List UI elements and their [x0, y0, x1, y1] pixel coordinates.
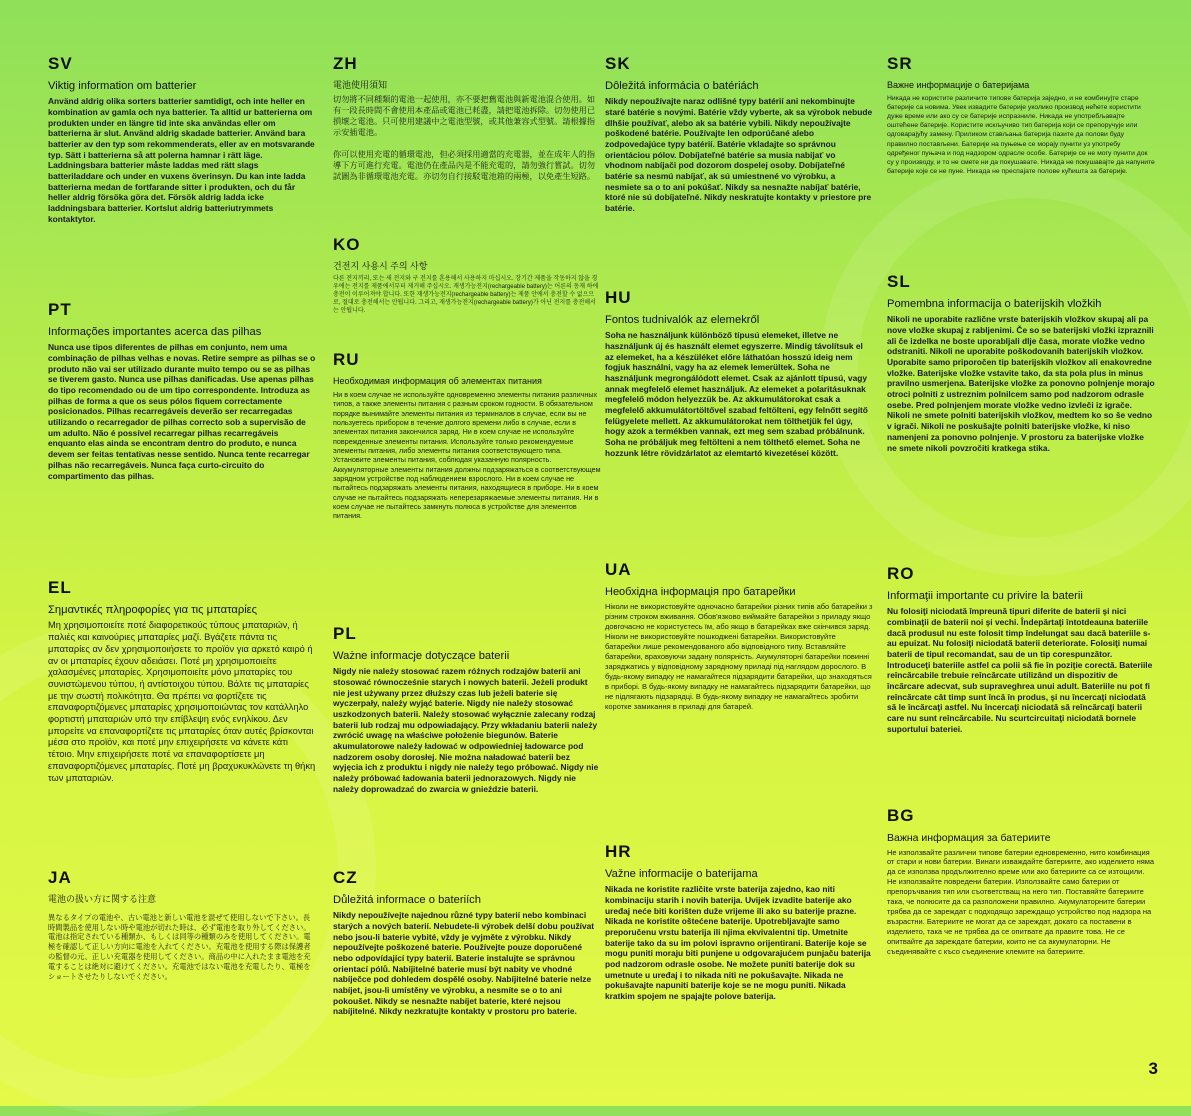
- section-title: 電池の扱い方に関する注意: [48, 894, 157, 904]
- page-number: 3: [1148, 1059, 1158, 1078]
- section-cz: [333, 868, 601, 1017]
- language-code: EL: [48, 578, 72, 597]
- section-hr: [605, 842, 873, 1002]
- section-body: Не използвайте различни типове батерии едновременно, нито комбинация от стари и нови батерии. Винаги изваждайте батериите, ако изделието няма да се използва продължително време или ако батериите са се изтощили. Не използвайте повредени батерии. Използвайте само батерии от препоръчвания тип или съответстващ на него тип. Поставяйте батериите така, че полюсите да са разположени правилно. Акумулаторните батерии трябва да се зареждат с подходящо зареждащо устройство под надзора на възрастни. Батериите не могат да се зареждат, докато са поставени в изделието, така че не трябва да се опитвате да правите това. Не се опитвайте да зареждате батерии, които не са акумулаторни. Не съединявайте с късо съединение клемите на батериите.: [887, 847, 1155, 956]
- section-body: 다른 전지끼리, 또는 새 전지와 구 전지를 혼용해서 사용하지 마십시오. 장기간 제품을 작동하지 않을 경우에는 전지를 제품에서부터 제거해 주십시오. 재생가능전지(rechargeable battery)는 어른의 동재 하에 충전이 이루어져야 합니다. 또한 재생가능전지(rechargeable battery)는 제품 안에서 충전할 수 없으므로, 절대로 충전해서는 안됩니다. 그리고, 재생가능전지(rechargeable battery)가 아닌 전지를 충전해서는 안됩니다.: [333, 275, 599, 315]
- section-title: Необхідна інформація про батарейки: [605, 586, 796, 598]
- section-title: 電池使用須知: [333, 80, 388, 90]
- language-code: CZ: [333, 868, 358, 887]
- language-code: SR: [887, 54, 913, 73]
- section-pl: [333, 624, 601, 795]
- section-title: Dôležitá informácia o batériách: [605, 80, 759, 92]
- section-title: Σημαντικές πληροφορίες για τις μπαταρίες: [48, 604, 258, 616]
- language-code: ZH: [333, 54, 358, 73]
- language-code: SV: [48, 54, 73, 73]
- section-pt: [48, 300, 316, 481]
- section-bg: [887, 806, 1155, 956]
- section-body: Nikada ne koristite različite vrste baterija zajedno, kao niti kombinaciju starih i novih baterija. Uvijek izvadite baterije ako uređaj neće biti korišten duže vrijeme ili ako su baterije prazne. Nikada ne koristite oštećene baterije. Upotrebljavajte samo preporučenu vrstu baterija ili njima ekvivalentni tip. Umetnite baterije tako da su im polovi ispravno orijentirani. Baterije koje se mogu puniti moraju biti punjene u odgovarajućem punjaču baterija pod nadzorom odrasle osobe. Ne možete puniti baterije dok su umetnute u uređaj i to nikada niti ne pokušavajte. Nikada ne pokušavajte napuniti baterije koje se ne mogu puniti. Nikada kratkim spojem ne spajajte polove baterija.: [605, 884, 871, 1002]
- section-title: Važne informacije o baterijama: [605, 868, 758, 880]
- section-title: Важне информације о батеријама: [887, 80, 1030, 90]
- section-title: Pomembna informacija o baterijskih vložkih: [887, 298, 1102, 310]
- section-body: Ніколи не використовуйте одночасно батарейки різних типів або батарейки з різним строком вживання. Обов'язково виймайте батарейки з приладу якщо довгочасно не користуєтесь їм, або якщо в батарейках вже скінчився заряд. Ніколи не використовуйте пошкоджені батарейки. Використовуйте батарейки лише рекомендованого або відповідного типу. Вставляйте батарейки, враховуючи задану полярність. Акумуляторні батарейки повинні заряджатись у відповідному зарядному приладі під наглядом дорослого. В будь-якому випадку не намагайтеся підзарядити батарейки, що знаходяться в приборі. В будь-якому випадку не намагайтесь підзарядити батарейки, що не підлягають підзарядці. В будь-якому випадку не намагайтесь зробити коротке замикання в приладі для батарей.: [605, 602, 873, 711]
- section-ua: [605, 560, 873, 712]
- language-code: PT: [48, 300, 72, 319]
- section-hu: [605, 288, 873, 459]
- section-body: Nigdy nie należy stosować razem różnych rodzajów baterii ani stosować równocześnie starych i nowych baterii. Jeżeli produkt nie jest używany przez dłuższy czas lub jeżeli baterie się wyczerpały, należy wyjąć baterie. Nigdy nie należy stosować uszkodzonych baterii. Należy stosować wyłącznie zalecany rodzaj baterii lub rodzaj mu odpowiadający. Przy wkładaniu baterii należy zwrócić uwagę na właściwe położenie biegunów. Baterie akumulatorowe należy ładować w odpowiedniej ładowarce pod nadzorem osoby dorosłej. Nie można naładować baterii bez wyjęcia ich z produktu i nigdy nie należy tego próbować. Nigdy nie należy próbować ładowania baterii jednorazowych. Nigdy nie należy doprowadzać do zwarcia w gnieździe baterii.: [333, 666, 599, 794]
- section-body: 切勿將不同種類的電池一起使用，亦不要把舊電池與新電池混合使用。如有一段長時間不會使用本產品或電池已耗盡，請把電池拆除。切勿使用已損壞之電池。只可使用建議中之電池型號，或其他兼容式型號。請根據指示安插電池。 你可以使用充電的循環電池，但必須採用適當的充電器，並在成年人的指導下方可進行充電。電池仍在產品內是不能充電的，請勿強行嘗試。切勿試圖為非循環電池充電。亦切勿自行接駁電池箱的兩極，以免產生短路。: [333, 94, 596, 182]
- language-code: HU: [605, 288, 632, 307]
- section-title: Viktig information om batterier: [48, 80, 197, 92]
- language-code: KO: [333, 235, 361, 254]
- language-code: RU: [333, 350, 360, 369]
- section-ro: [887, 564, 1155, 735]
- section-title: Důležitá informace o bateriích: [333, 894, 481, 906]
- section-zh: [333, 54, 601, 182]
- section-body: Nikdy nepoužívejte najednou různé typy baterií nebo kombinaci starých a nových baterií. Nebudete-li výrobek delší dobu používat nebo jsou-li baterie vybité, vždy je vyjměte z výrobku. Nikdy nepoužívejte poškozené baterie. Používejte pouze doporučené nebo odpovídající typy baterií. Baterie instalujte se správnou orientací pólů. Nabíjitelné baterie musí být nabity ve vhodné nabíječce pod dohledem dospělé osoby. Nabíjitelné baterie nelze nabíjet, jsou-li umístěny ve výrobku, a nesmíte se o to ani pokoušet. Nikdy se nesnažte nabíjet baterie, které nejsou nabíjitelné. Nikdy nezkratujte kontakty v prostoru pro baterie.: [333, 910, 595, 1017]
- section-ru: [333, 350, 601, 521]
- section-body: 異なるタイプの電池や、古い電池と新しい電池を混ぜて使用しないで下さい。長時間製品を使用しない時や電池が切れた時は、必ず電池を取り外してください。電池は指定されている種類か、もしくは同等の種類のみを使用してください。電極を確認して正しい方向に電池を入れてください。充電池を使用する際は保護者の監督の元、正しい充電器を使用してください。商品の中に入れたまま電池を充電することは絶対に避けてください。充電池ではない電池を充電したり、電極をショートさせたりしないでください。: [48, 912, 311, 981]
- section-body: Soha ne használjunk különböző típusú elemeket, illetve ne használjunk új és használt elemet egyszerre. Mindig távolítsuk el az elemeket, ha a készüléket előre láthatóan hosszú ideig nem fogjuk használni, vagy ha az elemek lemerültek. Soha ne használjunk megrongálódott elemet. Csak az ajánlott típusú, vagy annak megfelelő elemet használjuk. Az elemeket a polaritásuknak megfelelő módon helyezzük be. Az akkumulátorokat csak a megfelelő akkumulátortöltővel szabad feltölteni, egy felnőtt segítő felügyelete mellett. Az akkumulátorokat nem tölthetjük fel úgy, hogy azok a termékben vannak, ezt meg sem szabad próbálnunk. Soha ne próbáljuk meg feltölteni a nem tölthető elemet. Soha ne hozzunk létre rövidzárlatot az elemtartó kivezetései között.: [605, 330, 868, 458]
- section-title: Informaţii importante cu privire la baterii: [887, 590, 1083, 602]
- section-title: 건전지 사용시 주의 사항: [333, 261, 428, 271]
- language-code: BG: [887, 806, 915, 825]
- section-body: Nikoli ne uporabite različne vrste baterijskih vložkov skupaj ali pa nove vložke skupaj z rabljenimi. Če so se baterijski vložki izpraznili ali če izdelka ne boste uporabljali dlje časa, morate vložke vedno odstraniti. Nikoli ne uporabite poškodovanih baterijskih vložkov. Uporabite samo priporočen tip baterijskih vložkov ali enakovredne vložke. Baterijske vložke vstavite tako, da sta pola plus in minus pravilno usmerjena. Baterijske vložke za ponovno polnjenje morajo otroci polniti z ustreznim polnilcem samo pod nadzorom odrasle osebe. Pred polnjenjem morate vložke vedno izvleči iz igrače. Nikoli ne smete polniti baterijskih vložkov, medtem ko so še vedno v igrači. Nikoli ne poskušajte polniti baterijske vložke, ki niso namenjeni za ponovno polnjenje. V prostoru za baterijske vložke ne smete nikoli povzročiti kratkega stika.: [887, 314, 1155, 453]
- section-sr: [887, 54, 1155, 176]
- section-body: Nunca use tipos diferentes de pilhas em conjunto, nem uma combinação de pilhas velhas e novas. Retire sempre as pilhas se o produto não vai ser utilizado durante muito tempo ou se as pilhas se tiverem gasto. Nunca use pilhas danificadas. Use apenas pilhas do tipo recomendado ou de um tipo correspondente. Introduza as pilhas de forma a que os seus pólos fiquem correctamente posicionados. Pilhas recarregáveis deverão ser recarregadas utilizando o recarregador de pilhas correcto sob a supervisão de um adulto. Não é possível recarregar pilhas recarregáveis enquanto elas ainda se encontram dentro do produto, e nunca devem ser feitas tentativas nesse sentido. Nunca tente recarregar pilhas não recarregáveis. Nunca faça curto-circuito do compartimento das pilhas.: [48, 342, 316, 481]
- language-code: RO: [887, 564, 915, 583]
- section-title: Важна информация за батериите: [887, 832, 1051, 844]
- section-sk: [605, 54, 873, 214]
- section-body: Никада не користите различите типове батерија заједно, и не комбинујте старе батерије са новима. Увек извадите батерије уколико производ нећете користити дуже време или ако су се батерије испразниле. Никада не употребљавајте оштећене батерије. Користите искључиво тип батерија који се препоручује или одговарајућу замену. Приликом стављања батерија пазите да полови буду правилно постављени. Батерије на пуњење се морају пунити уз употребу одређеног пуњача и под надзором одрасле особе. Батерије се не могу пунити док су у производу, и то не смете ни да покушавате. Никада не покушавајте да напуните батерије које се не пуне. Никада не преспајате полове кућишта за батерије.: [887, 94, 1155, 176]
- section-title: Необходимая информация об элементах питания: [333, 376, 542, 386]
- section-el: [48, 578, 316, 784]
- section-body: Använd aldrig olika sorters batterier samtidigt, och inte heller en kombination av gamla och nya batterier. Ta alltid ur batterierna om produkten under en längre tid inte ska användas eller om batterierna är slut. Använd aldrig skadade batterier. Använd bara batterier av den typ som rekommenderats, eller av en motsvarande typ. Sätt i batterierna så att polerna hamnar i rätt läge. Laddningsbara batterier måste laddas med rätt slags batteriladdare och under en vuxens överinsyn. Du kan inte ladda batterierna medan de fortfarande sitter i produkten, och du får heller aldrig försöka göra det. Försök aldrig ladda icke laddningsbara batterier. Kortslut aldrig batteriutrymmets kontaktytor.: [48, 96, 315, 224]
- section-body: Ни в коем случае не используйте одновременно элементы питания различных типов, а также элементы питания с разным сроком годности. В обязательном порядке вынимайте элементы питания из терминалов в случае, если вы не пользуетесь прибором в течение долгого времени либо в случае, если в элементах питания закончился заряд. Ни в коем случае не используйте поврежденные элементы питания. Используйте только рекомендуемые элементы питания, либо элементы питания соответствующего типа. Установите элементы питания, соблюдая указанную полярность. Аккумуляторные элементы питания должны подзаряжаться в соответствующем зарядном устройстве под наблюдением взрослого. Ни в коем случае не пытайтесь подзаряжать элементы питания, находящиеся в приборе. Ни в коем случае не пытайтесь подзаряжать неперезаряжаемые элементы питания. Ни в коем случае не пытайтесь замкнуть полюса в устройстве для элементов питания.: [333, 389, 601, 521]
- section-ja: [48, 868, 316, 982]
- language-code: UA: [605, 560, 632, 579]
- section-body: Nu folosiţi niciodată împreună tipuri diferite de baterii şi nici combinaţii de baterii noi şi vechi. Îndepărtaţi întotdeauna bateriile dacă produsul nu este folosit timp îndelungat sau dacă bateriile s-au epuizat. Nu folosiţi niciodată baterii deteriorate. Folosiţi numai baterii de tipul recomandat, sau de un tip corespunzător. Introduceţi bateriile astfel ca polii să fie în poziţie corectă. Bateriile reîncărcabile trebuie reîncărcate utilizând un dispozitiv de încărcare adecvat, sub supraveghrea unui adult. Bateriile nu pot fi reîncărcate cât timp sunt încă în produs, şi nu încercaţi niciodată să le încărcaţi astfel. Nu încercaţi niciodată să reîncărcaţi baterii care nu sunt reîncărcabile. Nu scurtcircuitaţi niciodată bornele suportului bateriei.: [887, 606, 1153, 734]
- language-code: SL: [887, 272, 911, 291]
- language-code: SK: [605, 54, 631, 73]
- language-code: JA: [48, 868, 72, 887]
- section-sv: [48, 54, 316, 225]
- section-title: Informações importantes acerca das pilhas: [48, 326, 262, 338]
- language-code: PL: [333, 624, 357, 643]
- section-body: Μη χρησιμοποιείτε ποτέ διαφορετικούς τύπους μπαταριών, ή παλιές και καινούριες μπαταρίες μαζί. Βγάζετε πάντα τις μπαταρίες αν δεν χρησιμοποιήσετε το προϊόν για αρκετό καιρό ή αν οι μπαταρίες έχουν αδειάσει. Ποτέ μη χρησιμοποιείτε χαλασμένες μπαταρίες. Χρησιμοποιείτε μόνο μπαταρίες του συνιστώμενου τύπου, ή αντίστοιχου τύπου. Βάλτε τις μπαταρίες με την σωστή πολικότητα. Θα πρέπει να φορτίζετε τις επαναφορτιζόμενες μπαταρίες χρησιμοποιώντας τον κατάλληλο φορτιστή μπαταριών υπό την επίβλεψη ενός ενηλίκου. Δεν μπορείτε να επαναφορτίζετε τις μπαταρίες όταν αυτές βρίσκονται μέσα στο προϊόν, και ποτέ μην επιχειρήσετε να κάνετε κάτι τέτοιο. Μην επιχειρήσετε ποτέ να επαναφορτίσετε μη επαναφορτιζόμενες μπαταρίες. Ποτέ μη βραχυκυκλώνετε τη θήκη των μπαταριών.: [48, 620, 316, 783]
- section-ko: [333, 235, 601, 315]
- section-sl: [887, 272, 1155, 453]
- section-title: Fontos tudnivalók az elemekről: [605, 314, 760, 326]
- section-title: Ważne informacje dotyczące baterii: [333, 650, 510, 662]
- section-body: Nikdy nepoužívajte naraz odlišné typy batérií ani nekombinujte staré batérie s novými. Batérie vždy vyberte, ak sa výrobok nebude dlhšie používať, alebo ak sa batérie vybili. Nikdy nepoužívajte poškodené batérie. Používajte len odporúčané alebo zodpovedajúce typy batérií. Batérie vkladajte so správnou orientáciou pólov. Dobíjateľné batérie sa musia nabíjať vo vhodnom nabíjači pod dozorom dospelej osoby. Dobíjateľné batérie sa nesmú nabíjať, ak sú umiestnené vo výrobku, a nesmiete sa o to ani pokúšať. Nikdy sa nesnažte nabíjať batérie, ktoré nie sú dobíjateľné. Nikdy neskratujte kontakty v priestore pre batérie.: [605, 96, 873, 214]
- language-code: HR: [605, 842, 632, 861]
